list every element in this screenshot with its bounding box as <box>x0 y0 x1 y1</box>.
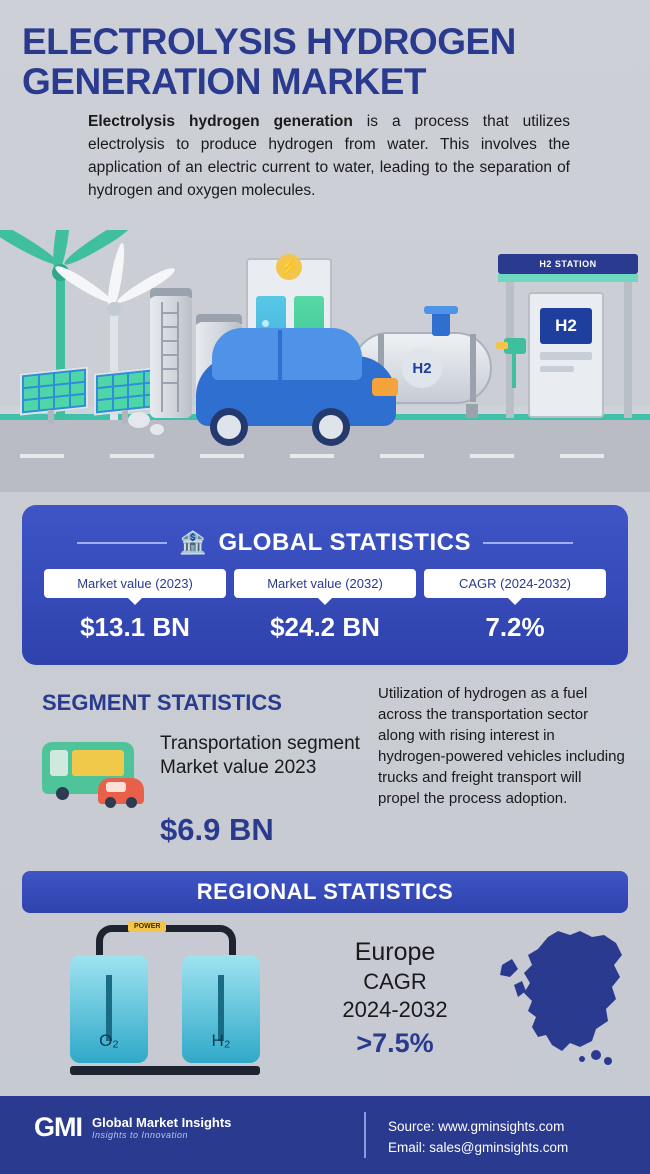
stat-item <box>234 569 416 643</box>
hydrogen-label: H₂ <box>211 1031 231 1050</box>
region-name: Europe <box>354 938 436 966</box>
segment-subtitle: Market value 2023 <box>160 757 317 778</box>
oxygen-tank <box>70 955 148 1063</box>
region-metric: CAGR <box>363 969 427 994</box>
small-car-wheel <box>126 797 137 808</box>
stat-item <box>424 569 606 643</box>
stat-label: Market value (2023) <box>44 569 226 598</box>
small-car-icon <box>98 778 144 804</box>
intro-bold-text: Electrolysis hydrogen generation <box>88 113 353 130</box>
page-title: ELECTROLYSIS HYDROGEN GENERATION MARKET <box>22 21 516 102</box>
electrolyser-cells-icon <box>70 925 260 1075</box>
stat-value: 7.2% <box>485 612 545 642</box>
footer-divider <box>364 1112 366 1158</box>
intro-paragraph <box>88 110 570 202</box>
bus-wheel <box>56 787 69 800</box>
tank-h2-badge: H2 <box>402 348 442 388</box>
hydrogen-tank <box>182 955 260 1063</box>
segment-statistics-title: SEGMENT STATISTICS <box>42 690 282 715</box>
segment-value: $6.9 BN <box>160 812 274 847</box>
bus-door <box>50 750 68 776</box>
gmi-logo: GMI <box>34 1112 82 1142</box>
regional-statistics-title: REGIONAL STATISTICS <box>196 879 454 904</box>
footer <box>0 1096 650 1174</box>
brand-block <box>34 1112 231 1143</box>
europe-map-icon <box>496 925 628 1075</box>
stat-label: Market value (2032) <box>234 569 416 598</box>
station-sign: H2 STATION <box>498 254 638 274</box>
illustration-scene: ⚡ H2 H2 STATION H2 <box>0 230 650 492</box>
region-period: 2024-2032 <box>342 997 448 1022</box>
oxygen-label: O₂ <box>99 1031 119 1050</box>
brand-name: Global Market Insights <box>92 1115 232 1130</box>
small-car-wheel <box>105 797 116 808</box>
stat-label: CAGR (2024-2032) <box>424 569 606 598</box>
intro-rest-text: is a process that utilizes electrolysis to produce hydrogen from water. This involves the application of an electric current to water, leading to the separation of hydrogen and oxygen molecules. <box>88 113 570 199</box>
global-statistics-items <box>44 569 606 643</box>
electrolyser-base <box>70 1066 260 1075</box>
bus-window <box>72 750 124 776</box>
footer-contact <box>388 1116 568 1158</box>
global-statistics-header <box>22 529 628 557</box>
header-rule-left <box>77 542 167 544</box>
header-rule-right <box>483 542 573 544</box>
segment-name: Transportation segment <box>160 733 360 754</box>
segment-description: Utilization of hydrogen as a fuel across the transportation sector along with rising interest in hydrogen-powered vehicles including trucks and freight transport will propel the process adoption. <box>378 685 625 807</box>
stat-item <box>44 569 226 643</box>
region-value: >7.5% <box>356 1028 434 1058</box>
stat-value: $13.1 BN <box>80 612 190 642</box>
electrolyser-connector <box>96 925 236 959</box>
stat-value: $24.2 BN <box>270 612 380 642</box>
globe-chart-icon: 🏦 <box>179 530 207 555</box>
source-url: Source: www.gminsights.com <box>388 1119 565 1134</box>
small-car-window <box>106 782 126 792</box>
power-label: POWER <box>128 921 166 932</box>
brand-tagline: Insights to Innovation <box>92 1130 189 1140</box>
region-metric-block <box>300 968 490 1024</box>
contact-email: Email: sales@gminsights.com <box>388 1140 569 1155</box>
global-statistics-card <box>22 505 628 665</box>
global-statistics-title: GLOBAL STATISTICS <box>218 529 471 556</box>
segment-name-block <box>160 732 370 780</box>
pump-screen-label: H2 <box>540 308 592 344</box>
road-markings <box>0 454 650 458</box>
transport-vehicles-icon <box>42 742 146 808</box>
regional-statistics-band <box>22 871 628 913</box>
